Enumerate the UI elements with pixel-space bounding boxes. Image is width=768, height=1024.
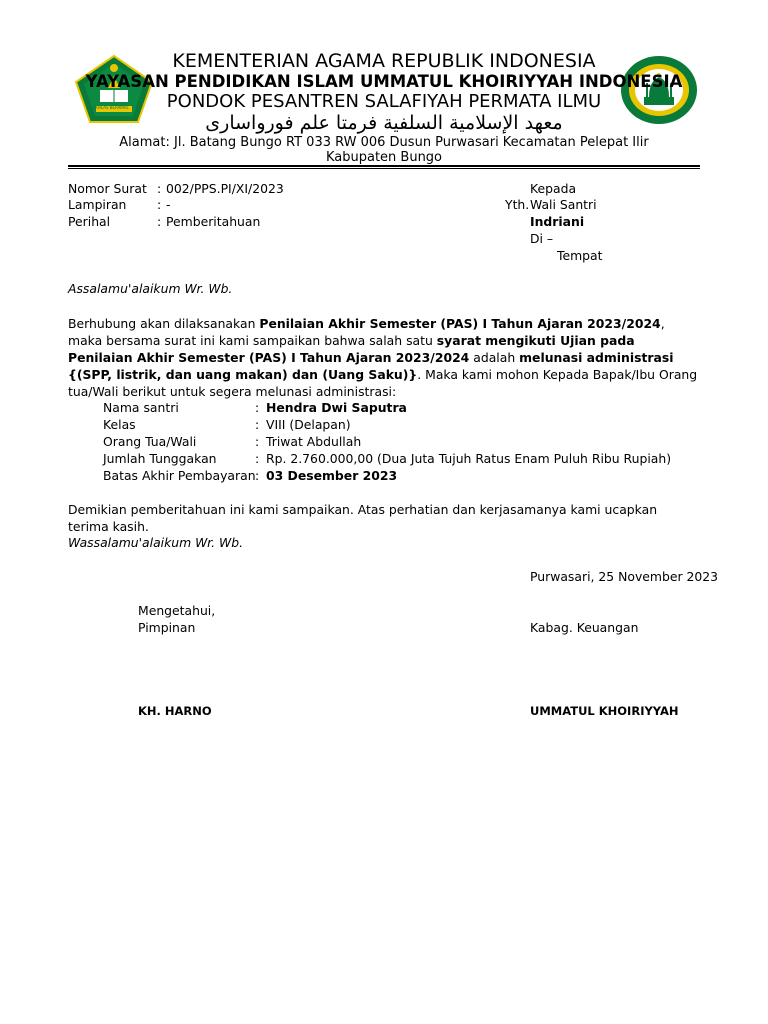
nomor-label: Nomor Surat: [68, 181, 147, 196]
student-field-value: VIII (Delapan): [266, 417, 351, 432]
address-line: Alamat: Jl. Batang Bungo RT 033 RW 006 Dusun Purwasari Kecamatan Pelepat Ilir: [119, 135, 649, 150]
student-field-colon: :: [255, 434, 260, 449]
recipient-yth: Yth.: [505, 197, 530, 212]
p1-requirement: syarat mengikuti Ujian pada Penilaian Akhir Semester (PAS) I Tahun Ajaran 2023/2024: [68, 333, 635, 365]
lampiran-value: -: [166, 197, 171, 212]
student-field-label: Batas Akhir Pembayaran: [103, 468, 256, 483]
logo-motto-text: IKHLAS BERAMAL: [94, 105, 129, 110]
p1-administration: melunasi administrasi {(SPP, listrik, dan uang makan) dan (Uang Saku)}: [68, 350, 674, 382]
header-foundation: YAYASAN PENDIDIKAN ISLAM UMMATUL KHOIRIYYAH INDONESIA: [85, 72, 683, 91]
header-pesantren: PONDOK PESANTREN SALAFIYAH PERMATA ILMU: [166, 91, 602, 112]
nomor-colon: :: [157, 181, 162, 196]
student-field-colon: :: [255, 468, 260, 483]
p1-event: Penilaian Akhir Semester (PAS) I Tahun Ajaran 2023/2024: [259, 316, 661, 331]
salam-opening: Assalamu'alaikum Wr. Wb.: [68, 281, 233, 296]
recipient-di: Di –: [530, 231, 554, 246]
student-field-colon: :: [255, 417, 260, 432]
student-field-value: Hendra Dwi Saputra: [266, 400, 407, 415]
perihal-colon: :: [157, 214, 162, 229]
p1-text-e: adalah: [469, 350, 520, 365]
recipient-tempat: Tempat: [557, 248, 603, 263]
student-field-value: Triwat Abdullah: [266, 434, 362, 449]
student-field-label: Nama santri: [103, 400, 179, 415]
signer-right-title: Kabag. Keuangan: [530, 620, 639, 635]
header-ministry: KEMENTERIAN AGAMA REPUBLIK INDONESIA: [172, 50, 596, 72]
salam-closing: Wassalamu'alaikum Wr. Wb.: [68, 535, 244, 550]
p1-text-a: Berhubung akan dilaksanakan: [68, 316, 260, 331]
signer-left-name: KH. HARNO: [138, 704, 212, 718]
signer-left-caption: Mengetahui,: [138, 603, 216, 618]
student-field-colon: :: [255, 451, 260, 466]
lampiran-colon: :: [157, 197, 162, 212]
perihal-value: Pemberitahuan: [166, 214, 261, 229]
student-field-label: Kelas: [103, 417, 136, 432]
header-divider-thick: [68, 165, 700, 167]
student-field-colon: :: [255, 400, 260, 415]
student-field-label: Orang Tua/Wali: [103, 434, 197, 449]
signer-right-name: UMMATUL KHOIRIYYAH: [530, 704, 679, 718]
recipient-to: Wali Santri: [530, 197, 597, 212]
body-paragraph: [68, 315, 700, 400]
header-address: [60, 135, 708, 165]
address-regency: Kabupaten Bungo: [325, 150, 443, 165]
recipient-name: Indriani: [530, 214, 585, 229]
header-divider-thin: [68, 168, 700, 169]
student-field-value: Rp. 2.760.000,00 (Dua Juta Tujuh Ratus Enam Puluh Ribu Rupiah): [266, 451, 672, 466]
nomor-value: 002/PPS.PI/XI/2023: [166, 181, 284, 196]
p1-text-c: , maka bersama surat ini kami sampaikan bahwa salah satu: [68, 316, 665, 348]
recipient-kepada: Kepada: [530, 181, 577, 196]
perihal-label: Perihal: [68, 214, 111, 229]
p1-text-g: . Maka kami mohon Kepada Bapak/Ibu Orang tua/Wali berikut untuk segera melunasi administrasi:: [68, 367, 698, 399]
student-field-label: Jumlah Tunggakan: [103, 451, 217, 466]
lampiran-label: Lampiran: [68, 197, 127, 212]
place-date: Purwasari, 25 November 2023: [530, 569, 719, 584]
student-field-value: 03 Desember 2023: [266, 468, 398, 483]
header-arabic: معهد الإسلامية السلفية فرمتا علم فورواسارى: [205, 112, 563, 134]
signer-left-title: Pimpinan: [138, 620, 196, 635]
closing-paragraph: Demikian pemberitahuan ini kami sampaikan. Atas perhatian dan kerjasamanya kami ucapkan terima kasih.: [68, 502, 658, 534]
